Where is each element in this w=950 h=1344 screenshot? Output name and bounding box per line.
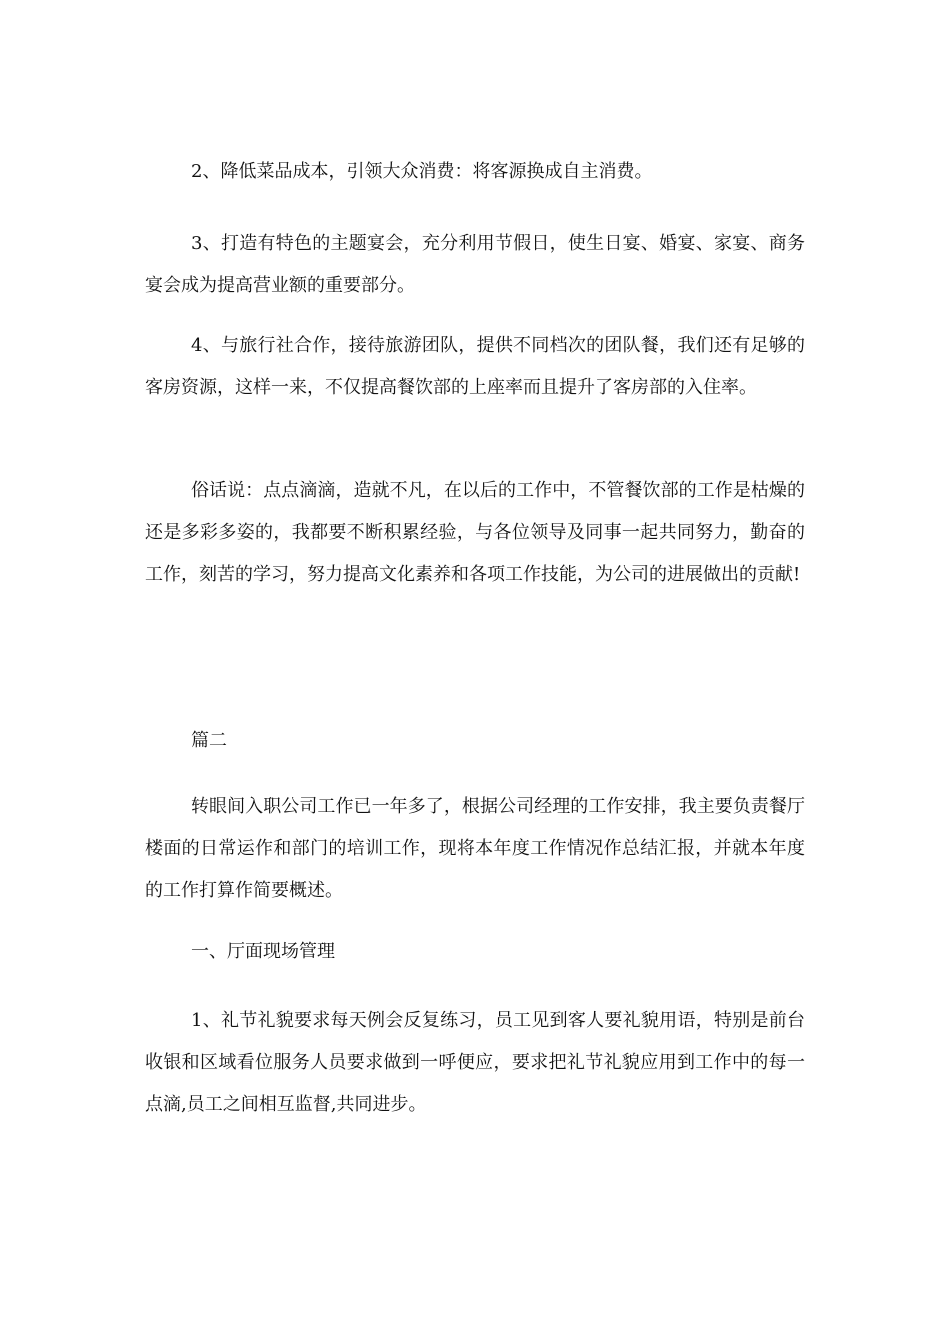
paragraph-item-4: 4、与旅行社合作，接待旅游团队，提供不同档次的团队餐，我们还有足够的客房资源，这样一来，不仅提高餐饮部的上座率而且提升了客房部的入住率。 [145, 335, 805, 398]
subheading-floor-management: 一、厅面现场管理 [191, 941, 335, 962]
paragraph-item-3: 3、打造有特色的主题宴会，充分利用节假日，使生日宴、婚宴、家宴、商务宴会成为提高营业额的重要部分。 [145, 233, 805, 296]
paragraph-etiquette: 1、礼节礼貌要求每天例会反复练习，员工见到客人要礼貌用语，特别是前台收银和区域看位服务人员要求做到一呼便应，要求把礼节礼貌应用到工作中的每一点滴,员工之间相互监督,共同进步。 [145, 1010, 805, 1115]
paragraph-item-2: 2、降低菜品成本，引领大众消费：将客源换成自主消费。 [191, 161, 653, 182]
paragraph-introduction: 转眼间入职公司工作已一年多了，根据公司经理的工作安排，我主要负责餐厅楼面的日常运作和部门的培训工作，现将本年度工作情况作总结汇报，并就本年度的工作打算作简要概述。 [145, 796, 805, 901]
section-heading-part-two: 篇二 [191, 730, 227, 751]
paragraph-closing-remarks: 俗话说：点点滴滴，造就不凡，在以后的工作中，不管餐饮部的工作是枯燥的还是多彩多姿的，我都要不断积累经验，与各位领导及同事一起共同努力，勤奋的工作，刻苦的学习，努力提高文化素养和各项工作技能，为公司的进展做出的贡献! [145, 480, 805, 585]
